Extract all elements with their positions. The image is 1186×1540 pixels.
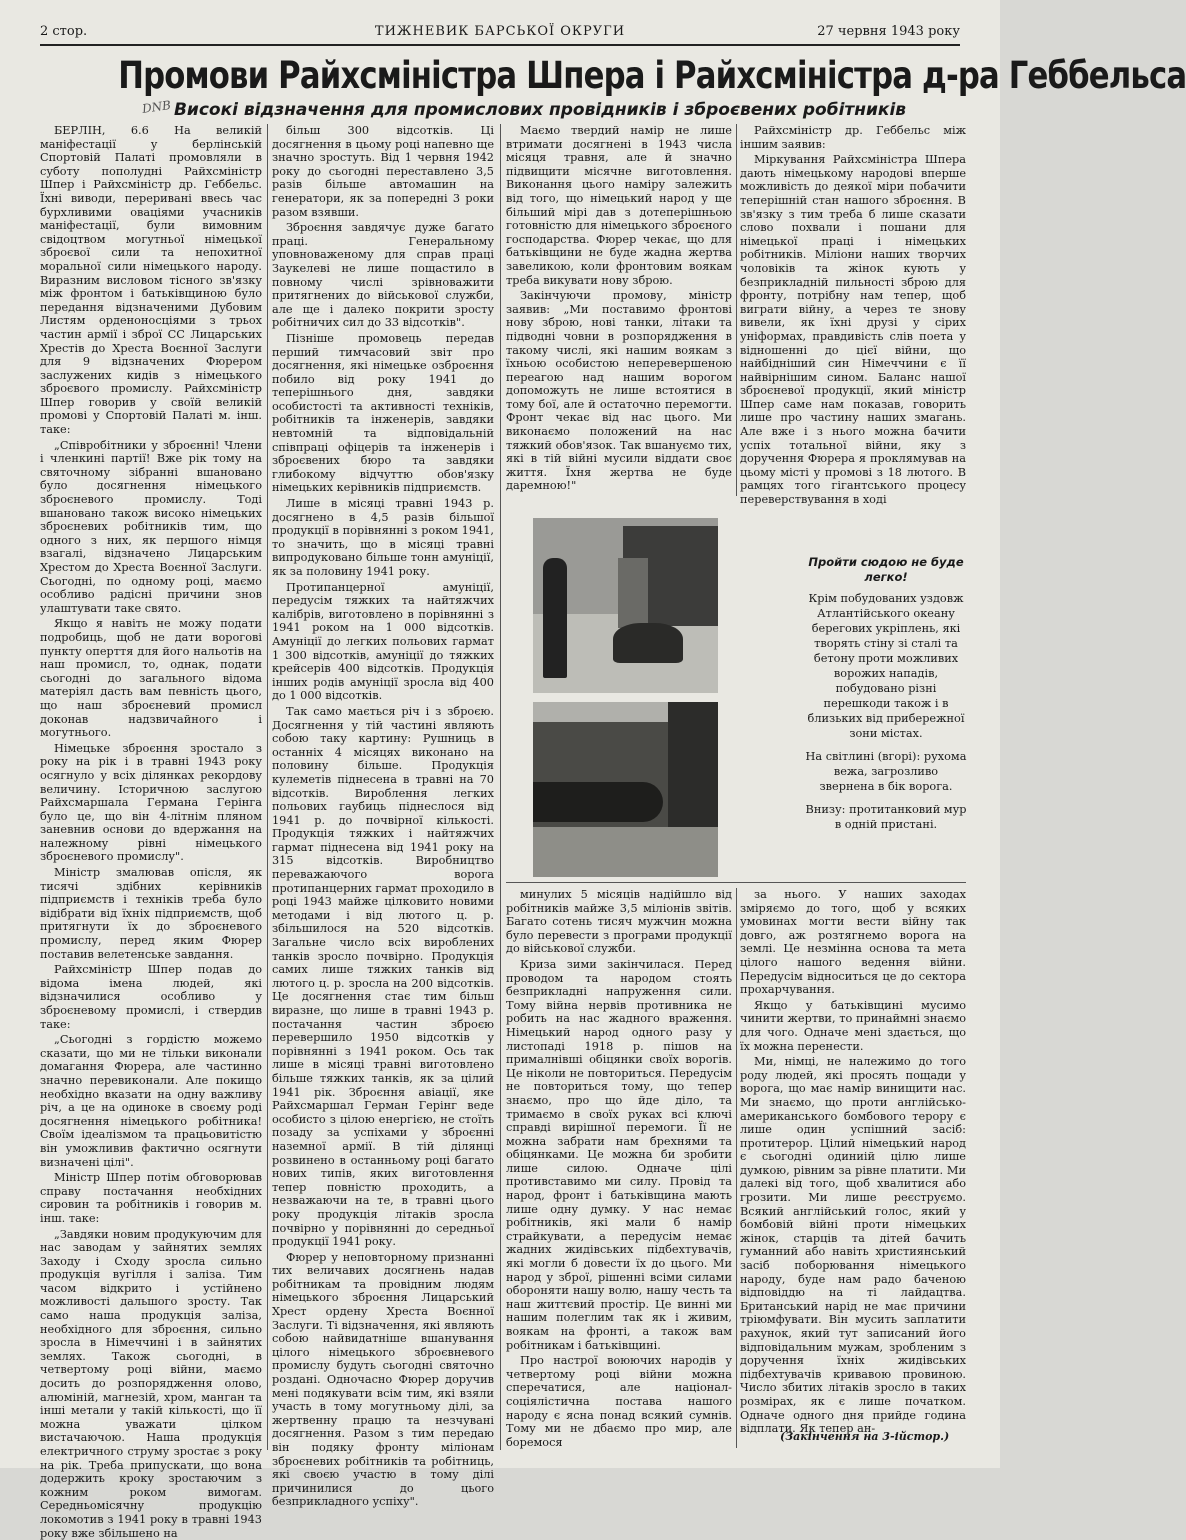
article-column-1 (40, 124, 262, 1450)
paragraph: „Сьогодні з гордістю можемо сказати, що ми не тільки виконали домагання Фюрера, але частинно значно перевиконали. Але покищо необхідно вказати на одну важливу річ, а це на одиноке в своєму роді досягнення німецького робітника! Своїм ідеалізмом та працьовитістю він уможливив фактично осягнути визначені цілі". (40, 1033, 262, 1169)
photo-antitank-wall (533, 702, 718, 877)
continued-note: (Закінчення на 3-ійстор.) (780, 1430, 949, 1443)
paragraph: Зброєння завдячує дуже багато праці. Генеральному уповноваженому для справ праці Заукелеві не лише пощастило в повному числі зрівноважити притягнених до військової служби, але ще і далеко покрити зросту робітничих сил до 33 відсотків". (272, 221, 494, 330)
paragraph: Міністр змалював опісля, як тисячі здібних керівників підприємств і техніків треба було відібрати від їхніх підприємств, щоб притягнути їх до зброєневого промислу, перед яким Фюрер поставив велетенське завдання. (40, 866, 262, 961)
page-header (40, 24, 960, 46)
headline: Промови Райхсміністра Шпера і Райхсміністра д-ра Геббельса (118, 54, 882, 97)
paragraph: Криза зими закінчилася. Перед проводом та народом стоять безприкладні напруження сили. Тому війна нервів противника не робить на нас жадного враження. Німецький народ одного разу у листопаді 1918 р. пішов на прималнівші обіцянки своїх ворогів. Це ніколи не повториться. Передусім не повториться тому, що тепер знаємо, про що йде діло, та тримаємо в своїх руках всі ключі справді вирішної перемоги. Її не можна забрати нам брехнями та обіцянками. Це можна би зробити лише силою. Одначе цілі противставимо ми силу. Провід та народ, фронт і батьківщина мають лише одну думку. У нас немає робітників, які мали б намір страйкувати, а передусім немає жадних жидівських підбехтувачів, які могли б довести їх до цього. Ми народ у зброї, рішенні всіми силами обороняти нашу волю, нашу честь та наш життєвий простір. Це винні ми нашим полеглим так як і живим, воякам на фронті, а також вам робітникам і батьківщині. (506, 958, 732, 1352)
subheadline: Високі відзначення для промислових провідників і зброєвених робітників (120, 100, 960, 120)
section-divider (506, 882, 966, 883)
issue-date: 27 червня 1943 року (817, 24, 960, 39)
paragraph: Міністр Шпер потім обговорював справу постачання необхідних сировин та робітників і говорив м. інш. таке: (40, 1171, 262, 1225)
caption-top: На світлині (вгорі): рухома вежа, загрозливо звернена в бік ворога. (805, 749, 967, 794)
paragraph: Німецьке зброєння зростало з року на рік і в травні 1943 року осягнуло у всіх ділянках рекордову величину. Історичною заслугою Райхсмаршала Германа Герінга було це, що він 4-літнім пляном заневнив основи до вдержання на належному рівні німецького зброєневого промислу". (40, 742, 262, 864)
paragraph: БЕРЛІН, 6.6 На великій маніфестації у берлінській Спортовій Палаті промовляли в суботу пополудні Райхсміністр Шпер і Райхсміністр др. Геббельс. Їхні виводи, переривані ввесь час бурхливими оваціями учасників маніфестації, були вимовним свідоцтвом могутньої німецької зброєвої сили та непохитної моральної сили німецького народу. Виразним висловом тісного зв'язку між фронтом і батьківщиною було передання відзначеними Дубовим Листям орденоносціями з трьох частин армії і зброї СС Лицарських Хрестів до Хреста Воєнної Заслуги для 9 відзначених Фюрером заслужених кидів з німецького зброєвого промислу. Райхсміністр Шпер говорив у своїй великій промові у Спортовій Палаті м. інш. таке: (40, 124, 262, 437)
page-number: 2 стор. (40, 24, 87, 39)
newspaper-name: ТИЖНЕВИК БАРСЬКОЇ ОКРУГИ (40, 24, 960, 39)
column-divider (267, 124, 268, 1450)
photo-street-turret (533, 518, 718, 693)
paragraph: більш 300 відсотків. Ці досягнення в цьому році напевно ще значно зростуть. Від 1 червня 1942 року до сьогодні переставлено 3,5 разів більше автомашин на генератори, як за попередні 3 роки разом взявши. (272, 124, 494, 219)
paragraph: за нього. У наших заходах зміряємо до того, щоб у всяких умовинах могти вести війну так довго, аж розтягнемо ворога на землі. Це незмінна основа та мета цілого нашого ведення війни. Передусім відноситься це до сектора прохарчування. (740, 888, 966, 997)
paragraph: Так само мається річ і з зброєю. Досягнення у тій частині являють собою таку картину: Рушниць в останніх 4 місяцях виконано на половину більше. Продукція кулеметів піднесена в травні на 70 відсотків. Вироблення легких польових гаубиць піднеслося від 1941 р. до почвірної кількості. Продукція тяжких і найтяжчих гармат піднесена від 1941 року на 315 відсотків. Виробництво переважаючого ворога протипанцерних гармат проходило в році 1943 майже цілковито новими методами і від лютого ц. р. збільшилося на 520 відсотків. Загальне число всіх вироблених танків зросло почвірно. Продукція самих лише тяжких танків від лютого ц. р. зросла на 200 відсотків. Це досягнення стає тим більш виразне, що лише в травні 1943 р. постачання частин зброєю перевершило 1950 відсотків у порівнянні з 1941 роком. Ось так лише в місяці травні виготовлено більше тяжких танків, як за цілий 1941 рік. Зброєння авіації, яке Райхсмаршал Герман Герінг веде особисто з цілою енергією, не стоїть позаду за успіхами у зброєнні наземної армії. В тій ділянці розвинено в останньому році багато нових типів, яких виготовлення тепер повністю проходить, а незважаючи на те, в травні цього року продукція літаків зросла почвірно у порівнянні до середньої продукції 1941 року. (272, 705, 494, 1249)
caption-title: Пройти сюдою не буде легко! (805, 555, 967, 585)
column-divider (500, 124, 501, 1450)
paragraph: Закінчуючи промову, міністр заявив: „Ми поставимо фронтові нову зброю, нові танки, літаки та підводні човни в розпорядження в такому числі, які нашим воякам з їхньою особистою неперевершеною переагою над нашим ворогом допоможуть не лише встоятися в тому бої, але й остаточно перемогти. Фронт чекає від нас цього. Ми виконаємо положений на нас тяжкий обов'язок. Так вшануємо тих, які в тій війні мусили віддати своє життя. Їхня жертва не буде даремною!" (506, 289, 732, 493)
paragraph: Протипанцерної амуніції, передусім тяжких та найтяжчих калібрів, виготовлено в порівнянні з 1941 роком на 1 000 відсотків. Амуніції до легких польових гармат 1 300 відсотків, амуніції до тяжких крейсерів 400 відсотків. Продукція інших родів амуніції зросла від 400 до 1 000 відсотків. (272, 581, 494, 703)
paragraph: „Завдяки новим продукуючим для нас заводам у зайнятих землях Заходу і Сходу зросла сильно продукція вугілля і заліза. Тим часом відкрито і устійнено можливості дальшого зросту. Так само наша продукція заліза, необхідного для зброєння, сильно зросла в Німеччині і в зайнятих землях. Також сьогодні, в четвертому році війни, маємо досить до розпорядження олово, алюміній, магнезій, хром, манган та інші метали у такій кількості, що її можна уважати цілком вистачаючою. Наша продукція електричного струму зростає з року на рік. Треба припускати, що вона додержить кроку зростаючим з кожним роком вимогам. Середньомісячну продукцію локомотив з 1941 року в травні 1943 року вже збільшено на (40, 1228, 262, 1540)
paragraph: Про настрої воюючих народів у четвертому році війни можна сперечатися, але націонал-соціялістична постава нашого народу є ясна понад всякий сумнів. Тому ми не дбаємо про мир, але боремося (506, 1354, 732, 1449)
article-column-5 (506, 888, 732, 1450)
paragraph: Райхсміністр Шпер подав до відома імена людей, які відзначилися особливо у зброєневому промислі, і ствердив таке: (40, 963, 262, 1031)
paragraph: Фюрер у неповторному признанні тих величавих досягнень надав робітникам та провідним людям німецького зброєння Лицарський Хрест ордену Хреста Воєнної Заслуги. Ті відзначення, які являють собою найвидатніше вшанування цілого німецького зброєвневого промислу будуть сьогодні святочно роздані. Одночасно Фюрер доручив мені подякувати всім тим, які взяли участь в тому могутньому ділі, за жертвенну працю та незчувані досягнення. Разом з тим передаю він подяку фронту міліонам зброєневих робітників та робітниць, які своєю участю в тому ділі причинилися до цього безприкладного успіху". (272, 1251, 494, 1509)
article-column-6 (740, 888, 966, 1448)
caption-body: Крім побудованих уздовж Атлантійського океану берегових укріплень, які творять стіну зі сталі та бетону проти можливих ворожих нападів, побудовано різні перешкоди також і в близьких від прибережної зони містах. (805, 591, 967, 741)
paragraph: минулих 5 місяців надійшло від робітників майже 3,5 міліонів звітів. Багато сотень тисяч мужчин можна було перевести з програми продукції до військової служби. (506, 888, 732, 956)
agency-stamp: DNB (141, 98, 172, 116)
paragraph: Маємо твердий намір не лише втримати досягнені в 1943 числа місяця травня, але й значно підвищити місячне виготовлення. Виконання цього наміру залежить від того, що німецький народ у ще більший мірі дав з дотеперішньою готовністю для німецького зброєного господарства. Фюрер чекає, що для батьківщини не буде жадна жертва завеликою, коли фронтовим воякам треба викувати нову зброю. (506, 124, 732, 287)
column-divider (736, 124, 737, 496)
article-column-3 (506, 124, 732, 496)
column-divider (736, 888, 737, 1448)
paragraph: Лише в місяці травні 1943 р. досягнено в 4,5 разів більшої продукції в порівнянні з роком 1941, то значить, що в місяці травні випродуковано більше тонн амуніції, як за половину 1941 року. (272, 497, 494, 579)
article-column-2 (272, 124, 494, 1450)
paragraph: Якщо я навіть не можу подати подробиць, щоб не дати ворогові пункту оперття для його нальотів на наш промисл, то, однак, подати сьогодні до загального відома матеріял дасть вам певність цього, що наш зброєневий промисл доконав надзвичайного і могутнього. (40, 617, 262, 739)
photo-caption (805, 555, 967, 840)
caption-bottom: Внизу: протитанковий мур в одній пристані. (805, 802, 967, 832)
article-column-4 (740, 124, 966, 496)
paragraph: Райхсміністр др. Геббельс між іншим заявив: (740, 124, 966, 151)
paragraph: Пізніше промовець передав перший тимчасовий звіт про досягнення, які німецьке озброєння побило від року 1941 до теперішнього дня, завдяки особистості та активності техніків, робітників та інженерів, завдяки невтомній та відповідальній співпраці офіцерів та інженерів і зброєвених бюро та завдяки глибокому відчуттю обов'язку німецьких керівників підприємств. (272, 332, 494, 495)
paragraph: Ми, німці, не належимо до того роду людей, які просять пощади у ворога, що має намір винищити нас. Ми знаємо, що проти англійсько-американського бомбового терору є лише один успішний засіб: протитерор. Цілий німецький народ є сьогодні одиниій цілю лише думкою, рівним за рівне платити. Ми далекі від того, щоб хвалитися або грозити. Ми лише реєструємо. Всякий англійський голос, який у бомбовій війні проти німецьких жінок, старців та дітей бачить гуманний або навіть християнський засіб поборювання німецького народу, буде нам радо баченою відповіддю на ті лайдацтва. Британський нарід не має причини тріюмфувати. Він мусить заплатити рахунок, який тут записаний його відповідальним мужам, зробленим з доручення їхніх жидівських підбехтувачів кривавою провиною. Число збитих літаків зросло в таких розмірах, як є лише початком. Одначе одного дня прийде година відплати. Як тепер ан- (740, 1055, 966, 1436)
paragraph: „Співробітники у зброєнні! Члени і членкині партії! Вже рік тому на святочному зібранні вшановано було досягнення німецького зброєневого промислу. Тоді вшановано також високо німецьких зброєневих робітників тим, що одного з них, як першого німця взагалі, відзначено Лицарським Хрестом до Хреста Воєнної Заслуги. Сьогодні, по одному році, маємо особливо радісні причини знов улаштувати таке свято. (40, 439, 262, 616)
paragraph: Міркування Райхсміністра Шпера дають німецькому народові вперше можливість до деякої міри побачити теперішній стан нашого зброєння. В зв'язку з тим треба б лише сказати слово похвали і пошани для німецької праці і німецьких робітників. Міліони наших творчих чоловіків та жінок кують у безприкладній пильності зброю для фронту, потрібну нам тепер, щоб виграти війну, а через те знову вивели, як їхні друзі у сірих уніформах, правдивість слів поета у відношенні до цієї війни, що найбідніший син Німеччини є її найвірнішим сином. Баланс нашої зброєневої продукції, який міністр Шпер саме нам показав, говорить лише про частину наших змагань. Але вже і з нього можна бачити успіх тотальної війни, яку з доручення Фюрера я проклямував на цьому місті у промові з 18 лютого. В рамцях того гігантського процесу переверствування в ході (740, 153, 966, 506)
paragraph: Якщо у батьківщині мусимо чинити жертви, то принаймні знаємо для чого. Одначе мені здається, що їх можна перенести. (740, 999, 966, 1053)
